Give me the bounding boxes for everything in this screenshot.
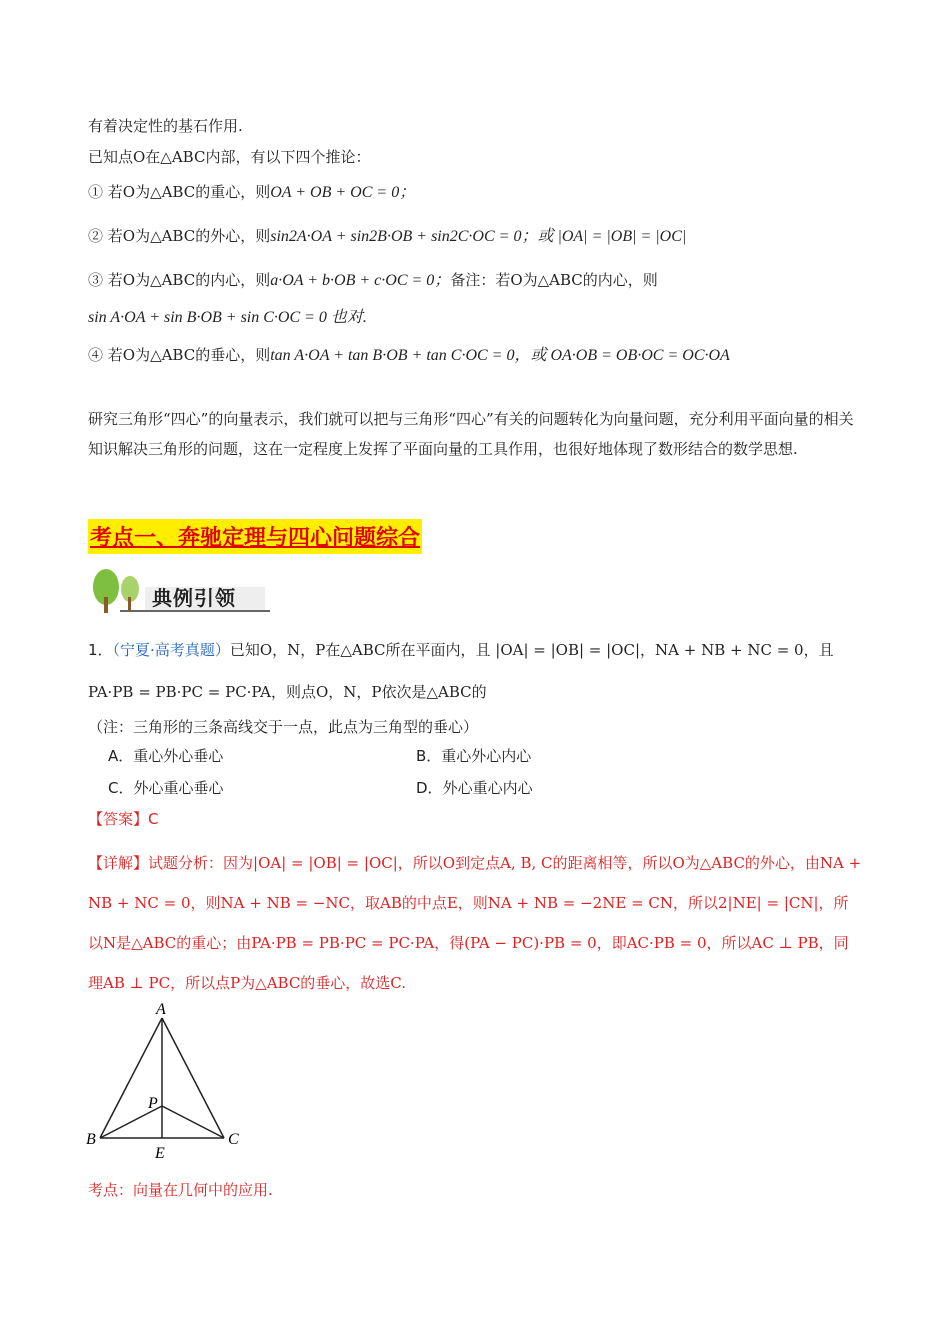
inference-3-formula: a·OA + b·OB + c·OC = 0； bbox=[270, 272, 451, 289]
problem-stem-1 bbox=[88, 640, 834, 660]
intro-line-1: 有着决定性的基石作用. bbox=[88, 117, 243, 135]
option-b[interactable]: B．重心外心内心 bbox=[416, 747, 532, 765]
inference-1-formula: OA + OB + OC = 0； bbox=[270, 184, 416, 201]
problem-text-1: 已知O，N，P在△ABC所在平面内，且 |OA| = |OB| = |OC|，NA + NB + NC = 0，且 bbox=[229, 641, 834, 659]
banner-label: 典例引领 bbox=[152, 586, 236, 610]
triangle-figure bbox=[80, 998, 260, 1168]
solution-paragraph bbox=[88, 843, 863, 1003]
inference-3-sin-formula: sin A·OA + sin B·OB + sin C·OC = 0 也对. bbox=[88, 309, 367, 326]
inference-2-text: ② 若O为△ABC的外心，则 bbox=[88, 227, 271, 245]
inference-4 bbox=[88, 345, 730, 366]
option-c[interactable]: C．外心重心垂心 bbox=[108, 779, 224, 797]
label-a: A bbox=[156, 1001, 166, 1018]
tree-icon bbox=[93, 569, 139, 613]
answer-label: 【答案】 bbox=[88, 810, 149, 828]
option-d[interactable]: D．外心重心内心 bbox=[416, 779, 533, 797]
problem-number: 1． bbox=[88, 641, 113, 659]
inference-2 bbox=[88, 226, 686, 247]
problem-source: （宁夏·高考真题） bbox=[112, 641, 230, 659]
label-e: E bbox=[155, 1145, 165, 1162]
label-c: C bbox=[228, 1131, 239, 1148]
inference-3-text: ③ 若O为△ABC的内心，则 bbox=[88, 271, 271, 289]
problem-note: （注：三角形的三条高线交于一点，此点为三角型的垂心） bbox=[88, 718, 479, 736]
inference-1 bbox=[88, 182, 415, 203]
intro-line-2: 已知点O在△ABC内部，有以下四个推论： bbox=[88, 148, 371, 166]
answer-value: C bbox=[148, 810, 159, 828]
inference-3-note: 备注：若O为△ABC的内心，则 bbox=[450, 271, 658, 289]
summary-paragraph: 研究三角形“四心”的向量表示，我们就可以把与三角形“四心”有关的问题转化为向量问题，充分利用平面向量的相关知识解决三角形的问题，这在一定程度上发挥了平面向量的工具作用，也很好地体现了数形结合的数学思想. bbox=[88, 410, 854, 458]
inference-2-formula: sin2A·OA + sin2B·OB + sin2C·OC = 0；或 |OA| = |OB| = |OC| bbox=[270, 228, 687, 245]
solution-label: 【详解】 bbox=[88, 854, 149, 872]
inference-3 bbox=[88, 270, 658, 291]
inference-1-text: ① 若O为△ABC的重心，则 bbox=[88, 183, 271, 201]
edge-ac bbox=[162, 1018, 224, 1138]
option-a[interactable]: A．重心外心垂心 bbox=[108, 747, 224, 765]
section-heading: 考点一、奔驰定理与四心问题综合 bbox=[88, 519, 422, 554]
edge-ab bbox=[100, 1018, 162, 1138]
inference-4-text: ④ 若O为△ABC的垂心，则 bbox=[88, 346, 271, 364]
inference-4-formula: tan A·OA + tan B·OB + tan C·OC = 0，或 OA·OB = OB·OC = OC·OA bbox=[270, 347, 730, 364]
solution-text: 试题分析：因为|OA| = |OB| = |OC|，所以O到定点A, B, C的距离相等，所以O为△ABC的外心，由NA + NB + NC = 0，则NA + NB = −NC，取AB的中点E，则NA + NB = −2NE = CN，所以2|NE| = |CN|，所以N是△ABC的重心；由PA·PB = PB·PC = PC·PA，得(PA − PC)·PB = 0，即AC·PB = 0，所以AC ⊥ PB，同理AB ⊥ PC，所以点P为△ABC的垂心，故选C. bbox=[88, 854, 862, 992]
inference-3-continued bbox=[88, 307, 367, 328]
label-b: B bbox=[86, 1131, 96, 1148]
answer-line bbox=[88, 809, 159, 829]
label-p: P bbox=[148, 1095, 158, 1112]
problem-stem-2: PA·PB = PB·PC = PC·PA，则点O，N，P依次是△ABC的 bbox=[88, 683, 487, 701]
knowledge-point: 考点：向量在几何中的应用. bbox=[88, 1181, 273, 1199]
segment-pc bbox=[162, 1106, 224, 1138]
